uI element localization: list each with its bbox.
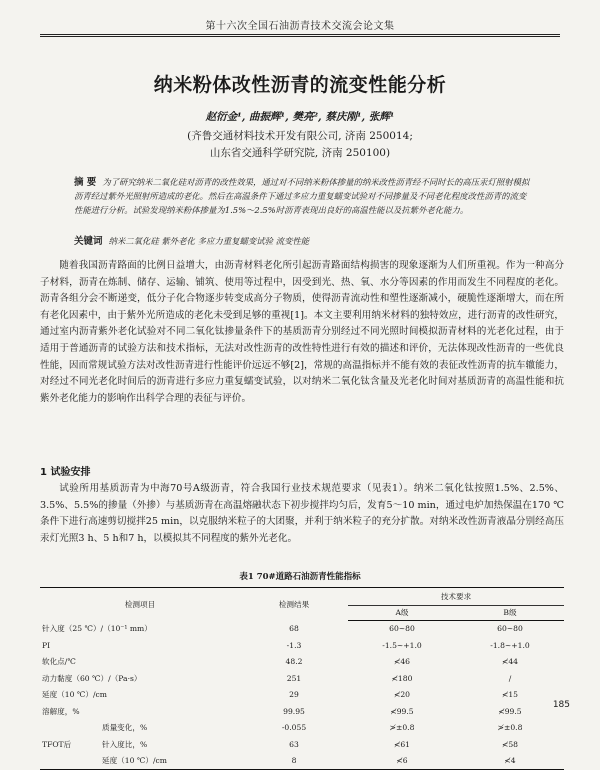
author-list: 赵衍金¹, 曲振辉¹, 樊亮², 蔡庆刚¹, 张辉¹ [205, 111, 395, 123]
row-subitem: 针入度比，% [102, 739, 148, 749]
header-requirement: 技术要求 [348, 588, 564, 606]
row-item: 延度（10 ℃）/cm [42, 690, 107, 700]
row-item: 软化点/℃ [42, 657, 76, 667]
table-row [40, 637, 564, 654]
header-grade-b: B级 [456, 605, 564, 620]
row-grade-a: ≮61 [393, 739, 411, 749]
row-grade-a: -1.5~+1.0 [382, 640, 422, 650]
table-row [40, 703, 564, 720]
page-number: 185 [552, 700, 570, 710]
row-grade-b: / [508, 673, 512, 683]
table-row [40, 736, 564, 753]
row-grade-b: ≮4 [456, 753, 564, 770]
row-item: 动力黏度（60 ℃）/（Pa·s） [42, 673, 142, 683]
row-grade-b: ≮44 [501, 657, 519, 667]
row-result: 48.2 [285, 657, 303, 667]
row-grade-a: ≮99.5 [390, 706, 414, 716]
intro-paragraph: 随着我国沥青路面的比例日益增大，由沥青材料老化所引起沥青路面结构损害的现象逐渐为人们所重视。作为一种高分子材料，沥青在炼制、储存、运输、铺筑、使用等过程中，因受到光、热、氧、水分等因素的作用而发生不同程度的老化。沥青各组分会不断递变，低分子化合物逐步转变成高分子物质，使得沥青流动性和塑性逐渐减小，硬脆性逐渐增大，而在所有老化因素中，由于紫外光所造成的老化未受到足够的重视[1]。本文主要利用纳米材料的独特效应，进行沥青的改性研究，通过室内沥青紫外老化试验对不同二氧化钛掺量条件下的基质沥青分别经过不同光照时间模拟沥青材料的光老化过程，由于适用于普通沥青的试验方法和技术指标，无法对改性沥青的改性特性进行有效的描述和评价，无法体现改性沥青的一些优良性能，因而常规试验方法对改性沥青进行性能评价远远不够[2]，常规的高温指标并不能有效的表征改性沥青的抗车辙能力，对经过不同光老化时间后的沥青进行多应力重复蠕变试验，以对纳米二氧化钛含量及光老化时间对基质沥青的高温性能和抗紫外老化能力的影响作出科学合理的表征与评价。 [40, 260, 564, 404]
row-result: 8 [240, 753, 348, 770]
header-grade-a: A级 [348, 605, 456, 620]
header-result: 检测结果 [240, 588, 348, 621]
row-grade-a: ≮6 [348, 753, 456, 770]
row-grade-a: ≯±0.8 [389, 723, 415, 733]
row-subitem: 延度（10 ℃）/cm [100, 753, 240, 770]
running-header: 第十六次全国石油沥青技术交流会论文集 [205, 21, 395, 32]
abstract-label: 摘 要 [74, 177, 97, 188]
affiliation-line-1: (齐鲁交通材料技术开发有限公司, 济南 250014; [187, 130, 413, 142]
header-divider [40, 34, 560, 37]
row-item: 针入度（25 ℃）/（10⁻¹ mm） [42, 624, 152, 633]
row-item: TFOT后 [42, 739, 72, 749]
row-grade-b: ≮58 [501, 739, 519, 749]
keywords [74, 233, 532, 247]
table-row [40, 753, 564, 770]
row-grade-b: ≯±0.8 [497, 723, 523, 733]
row-grade-a: ≮20 [393, 690, 411, 700]
row-item [40, 720, 100, 737]
row-item: PI [42, 640, 51, 650]
section-heading-experiment: 1 试验安排 [40, 467, 91, 478]
row-grade-a: 60~80 [389, 624, 415, 634]
row-grade-b: -1.8~+1.0 [490, 640, 530, 650]
row-grade-a: ≮180 [391, 673, 413, 683]
abstract [74, 176, 532, 217]
experiment-paragraph: 试验所用基质沥青为中海70号A级沥青，符合我国行业技术规范要求（见表1）。纳米二氧化钛按照1.5%、2.5%、3.5%、5.5%的掺量（外掺）与基质沥青在高温熔融状态下初步搅拌均匀后，发育5～10 min，通过电炉加热保温在170 ℃条件下进行高速剪切搅拌25 min，以克服纳米粒子的大团聚，并利于纳米粒子的充分扩散。对纳米改性沥青液晶分别经高压汞灯光照3 h、5 h和7 h，以模拟其不同程度的紫外光老化。 [40, 483, 564, 544]
paper-title: 纳米粉体改性沥青的流变性能分析 [153, 74, 447, 96]
table-row [40, 620, 564, 637]
row-item: 溶解度，% [42, 706, 80, 716]
row-subitem: 质量变化，% [102, 723, 148, 733]
row-grade-a: ≮46 [393, 657, 411, 667]
affiliation-line-2: 山东省交通科学研究院, 济南 250100) [209, 147, 391, 159]
table-row [40, 687, 564, 704]
asphalt-property-table [40, 587, 564, 770]
row-grade-b: ≮15 [501, 690, 519, 700]
table-row [40, 720, 564, 737]
row-grade-b: 60~80 [497, 624, 523, 634]
header-item: 检测项目 [40, 588, 240, 621]
keywords-label: 关键词 [74, 236, 103, 247]
row-result: 99.95 [283, 706, 305, 716]
table-caption: 表1 70#道路石油沥青性能指标 [239, 572, 361, 582]
table-row [40, 654, 564, 671]
row-result: -0.055 [281, 723, 307, 733]
row-result: -1.3 [286, 640, 302, 650]
row-result: 63 [289, 739, 299, 749]
row-result: 29 [289, 690, 299, 700]
abstract-text: 为了研究纳米二氧化硅对沥青的改性效果，通过对不同纳米粉体掺量的纳米改性沥青经不同时长的高压汞灯照射模拟沥青经过紫外光照射所造成的老化。然后在高温条件下通过多应力重复蠕变试验对不同掺量及不同老化程度改性沥青的流变性能进行分析。试验发现纳米粉体掺量为1.5%～2.5%时沥青表现出良好的高温性能以及抗紫外老化能力。 [74, 177, 530, 215]
keywords-text: 纳米二氧化硅 紫外老化 多应力重复蠕变试验 流变性能 [108, 236, 310, 246]
row-result: 251 [286, 673, 302, 683]
table-row [40, 670, 564, 687]
row-item [40, 753, 100, 770]
row-grade-b: ≮99.5 [498, 706, 522, 716]
row-result: 68 [289, 624, 299, 633]
